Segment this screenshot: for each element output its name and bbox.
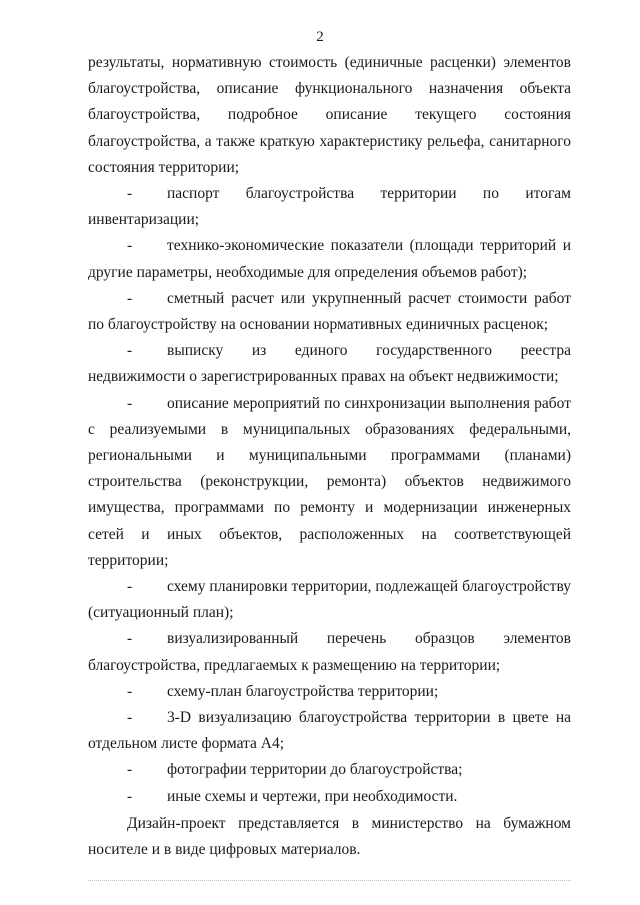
list-item: [88, 574, 571, 626]
list-item-text: схему-план благоустройства территории;: [167, 682, 439, 700]
document-body: [88, 50, 571, 863]
list-item: [88, 286, 571, 338]
page-bottom-rule: [88, 880, 571, 881]
list-dash: -: [127, 394, 133, 412]
list-dash: -: [127, 682, 133, 700]
closing-paragraph: Дизайн-проект представляется в министерство на бумажном носителе и в виде цифровых материалов.: [88, 814, 571, 859]
list-dash: -: [127, 237, 133, 255]
page-number: 2: [316, 29, 324, 45]
list-dash: -: [127, 289, 133, 307]
list-item-text: описание мероприятий по синхронизации выполнения работ с реализуемыми в муниципальных образованиях федеральными, региональными и муниципальными программами (планами) строительства (реконструкции, ремонта) объектов недвижимого имущества, программами по ремонту и модернизации инженерных сетей и иных объектов, расположенных на соответствующей территории;: [88, 394, 571, 569]
list-item-text: визуализированный перечень образцов элементов благоустройства, предлагаемых к размещению на территории;: [88, 630, 571, 674]
list-dash: -: [127, 787, 133, 805]
list-item: [88, 338, 571, 390]
list-dash: -: [127, 578, 133, 596]
list-dash: -: [127, 630, 133, 648]
list-item: [88, 705, 571, 757]
list-dash: -: [127, 185, 133, 203]
list-item: [88, 391, 571, 574]
list-item: [88, 626, 571, 678]
list-item: [88, 757, 571, 783]
list-dash: -: [127, 342, 133, 360]
list-dash: -: [127, 709, 133, 727]
list-dash: -: [127, 761, 133, 779]
list-item-text: иные схемы и чертежи, при необходимости.: [167, 787, 458, 805]
list-item-text: паспорт благоустройства территории по итогам инвентаризации;: [88, 185, 571, 229]
list-item-text: 3-D визуализацию благоустройства территории в цвете на отдельном листе формата А4;: [88, 709, 571, 753]
list-item: [88, 233, 571, 285]
intro-paragraph: результаты, нормативную стоимость (единичные расценки) элементов благоустройства, описание функционального назначения объекта благоустройства, подробное описание текущего состояния благоустройства, а также краткую характеристику рельефа, санитарного состояния территории;: [88, 54, 571, 176]
list-item-text: технико-экономические показатели (площади территорий и другие параметры, необходимые для определения объемов работ);: [88, 237, 571, 281]
list-item: [88, 784, 571, 810]
list-item: [88, 679, 571, 705]
requirements-list: [88, 181, 571, 810]
list-item-text: выписку из единого государственного реестра недвижимости о зарегистрированных правах на объект недвижимости;: [88, 342, 571, 386]
list-item: [88, 181, 571, 233]
list-item-text: фотографии территории до благоустройства;: [167, 761, 463, 779]
list-item-text: сметный расчет или укрупненный расчет стоимости работ по благоустройству на основании нормативных единичных расценок;: [88, 289, 571, 334]
list-item-text: схему планировки территории, подлежащей благоустройству (ситуационный план);: [88, 578, 571, 622]
